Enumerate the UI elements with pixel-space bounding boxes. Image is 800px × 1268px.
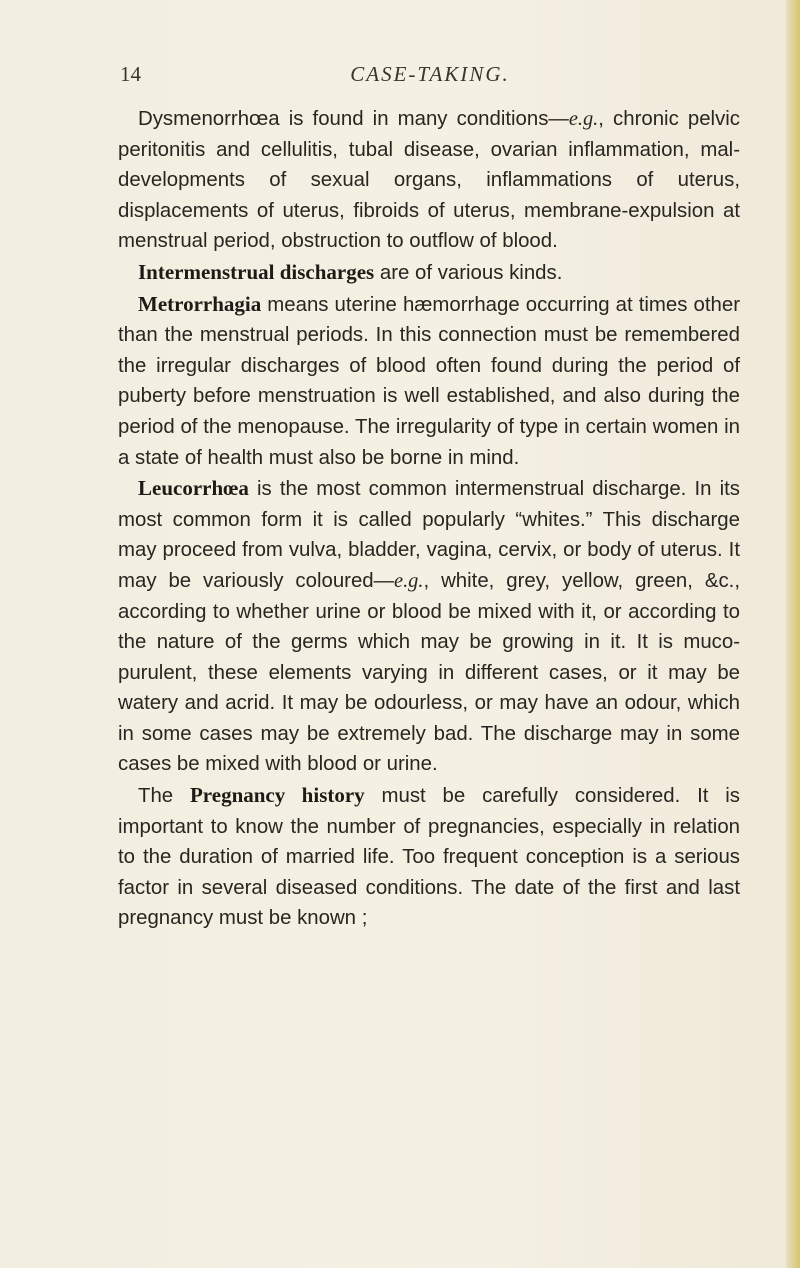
eg-abbreviation: e.g. (568, 108, 599, 130)
paragraph-dysmenorrhoea (118, 104, 740, 257)
page-number: 14 (120, 62, 141, 86)
term-leucorrhoea: Leucorrhœa (138, 476, 249, 501)
term-intermenstrual-discharges: Intermenstrual discharges (138, 259, 375, 284)
eg-abbreviation: e.g. (394, 569, 424, 592)
paragraph-intermenstrual (118, 257, 740, 289)
paragraph-pregnancy-history (118, 780, 740, 934)
text: , chronic pelvic peritonitis and cellulitis, tubal disease, ovarian inflammation, mal-developments of sexual organs, inflammations of uterus, displacements of uterus, fibroids of uterus, membrane-expulsion at menstrual period, obstruction to outflow of blood. (118, 108, 740, 253)
term-metrorrhagia: Metrorrhagia (138, 291, 262, 316)
term-pregnancy-history: Pregnancy history (189, 783, 365, 808)
text: , white, grey, yellow, green, &c., according to whether urine or blood be mixed with it, or according to the nature of the germs which may be growing in it. It is muco-purulent, these elements varying in different cases, or it may be watery and acrid. It may be odourless, or may have an odour, which in some cases may be extremely bad. The discharge may in some cases be mixed with blood or urine. (118, 569, 740, 776)
running-head: CASE-TAKING. (350, 62, 510, 86)
text: Dysmenorrhœa is found in many conditions— (138, 108, 569, 130)
paragraph-metrorrhagia (118, 289, 740, 474)
paragraph-leucorrhoea (118, 473, 740, 780)
text: means uterine hæmorrhage occurring at times other than the menstrual periods. In this connection must be remembered the irregular discharges of blood often found during the period of puberty before menstruation is well established, and also during the period of the menopause. The irregularity of type in certain women in a state of health must also be borne in mind. (118, 293, 740, 469)
page-body (118, 104, 740, 934)
page-edge (786, 0, 800, 1268)
page-header (120, 62, 740, 96)
text: are of various kinds. (374, 261, 563, 284)
text: is the most common intermenstrual discharge. In its most common form it is called popularly “whites.” This discharge may proceed from vulva, bladder, vagina, cervix, or body of uterus. It may be variously coloured— (118, 478, 740, 592)
text: The (138, 785, 190, 808)
text: must be carefully considered. It is important to know the number of pregnancies, especially in relation to the duration of married life. Too frequent conception is a serious factor in several diseased conditions. The date of the first and last pregnancy must be known ; (118, 785, 740, 930)
